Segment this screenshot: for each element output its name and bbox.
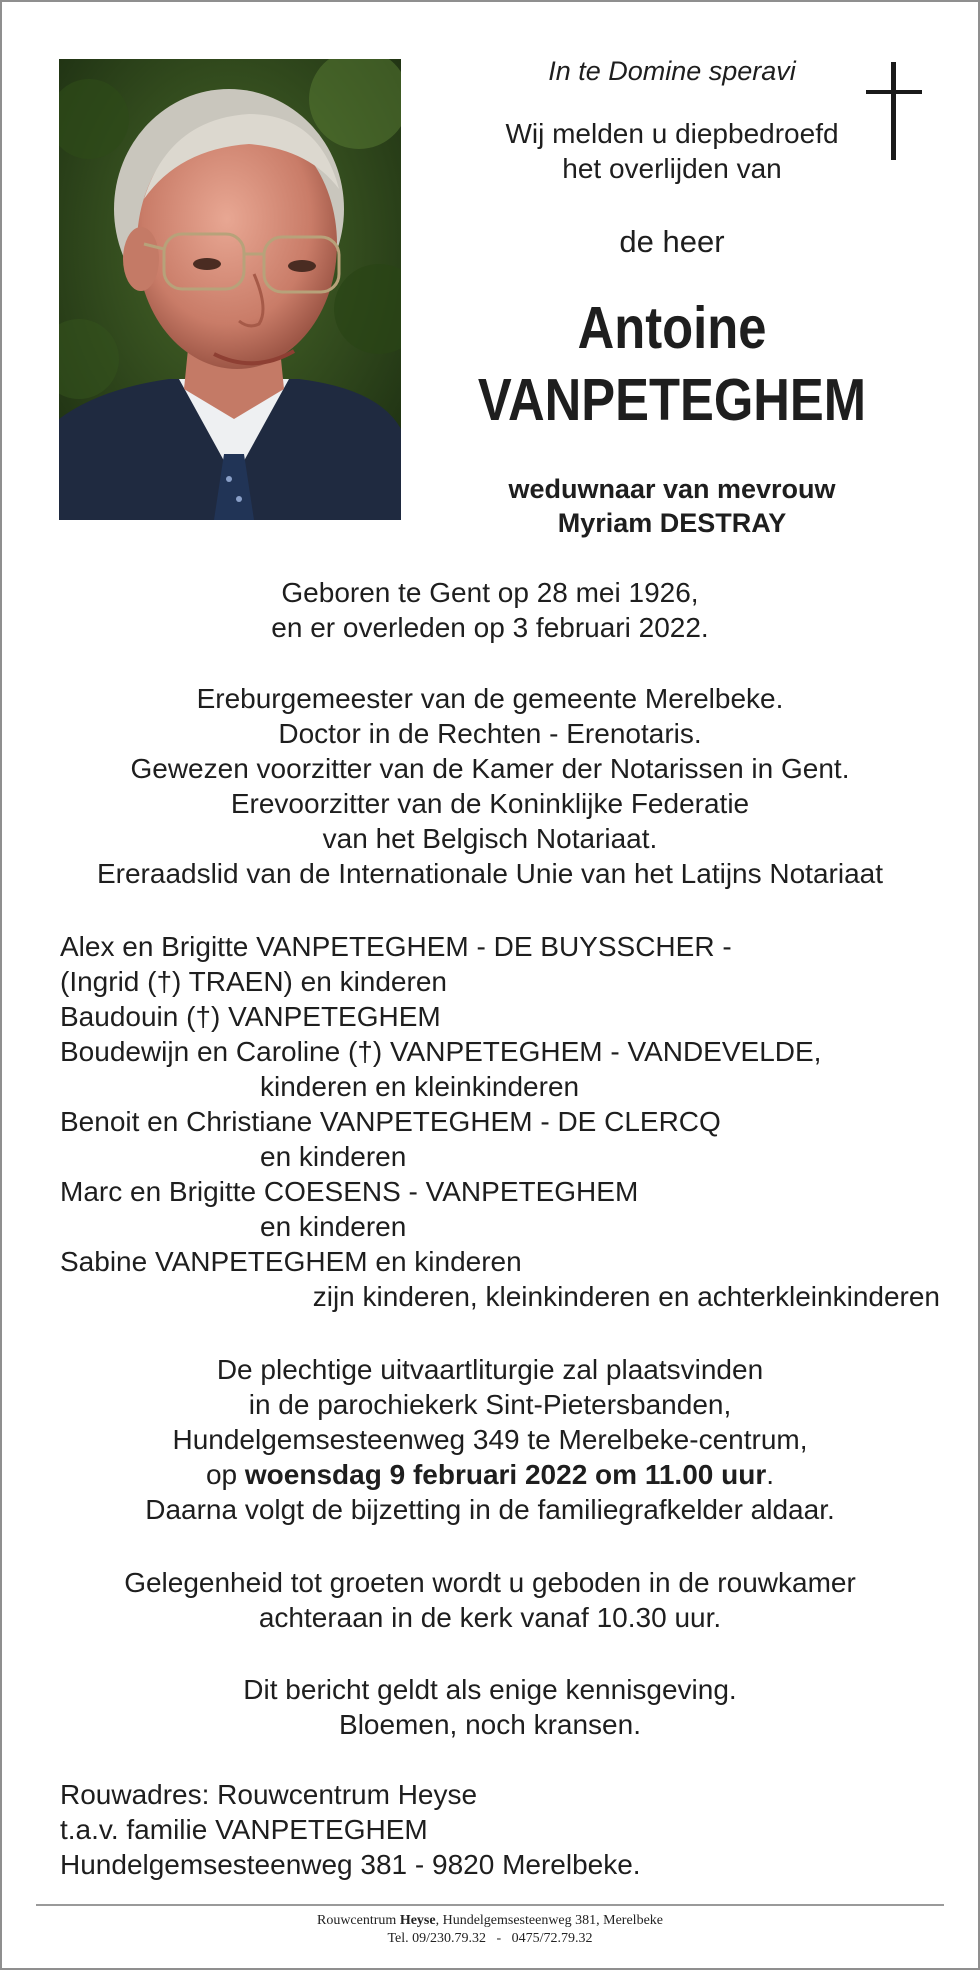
- footer-prefix: Rouwcentrum: [316, 1913, 400, 1928]
- family-line: Boudewijn en Caroline (†) VANPETEGHEM - VANDEVELDE,: [60, 1036, 822, 1067]
- intro-line: Wij melden u diepbedroefd: [505, 118, 839, 149]
- funeral-line: in de parochiekerk Sint-Pietersbanden,: [248, 1389, 732, 1420]
- title-item: Ereraadslid van de Internationale Unie van het Latijns Notariaat: [96, 858, 884, 889]
- intro-text: [432, 116, 912, 186]
- funeral-date: woensdag 9 februari 2022 om 11.00 uur: [244, 1459, 767, 1490]
- titles-list: [2, 681, 978, 891]
- greeting-line: achteraan in de kerk vanaf 10.30 uur.: [258, 1602, 722, 1633]
- footer-line: [2, 1912, 978, 1930]
- footer-phone: Tel. 09/230.79.32 - 0475/72.79.32: [387, 1931, 593, 1946]
- birth-death-info: [2, 575, 978, 645]
- greeting-info: [2, 1565, 978, 1635]
- family-line: (Ingrid (†) TRAEN) en kinderen: [60, 966, 447, 997]
- family-line: en kinderen: [260, 1141, 407, 1172]
- title-item: Erevoorzitter van de Koninklijke Federatie: [230, 788, 750, 819]
- title-item: van het Belgisch Notariaat.: [322, 823, 658, 854]
- family-line: Marc en Brigitte COESENS - VANPETEGHEM: [60, 1176, 639, 1207]
- spouse-line: weduwnaar van mevrouw: [508, 474, 836, 504]
- address-line: Hundelgemsesteenweg 381 - 9820 Merelbeke.: [60, 1849, 641, 1880]
- family-line: Sabine VANPETEGHEM en kinderen: [60, 1246, 522, 1277]
- deceased-name: [466, 292, 879, 436]
- notice-line: Bloemen, noch kransen.: [339, 1709, 641, 1740]
- notice-info: [2, 1672, 978, 1742]
- family-line: en kinderen: [260, 1211, 407, 1242]
- address-line: t.a.v. familie VANPETEGHEM: [60, 1814, 428, 1845]
- title-item: Gewezen voorzitter van de Kamer der Notarissen in Gent.: [130, 753, 850, 784]
- spouse-name: Myriam DESTRAY: [557, 508, 787, 538]
- last-name: VANPETEGHEM: [477, 367, 867, 433]
- salutation: de heer: [619, 224, 725, 259]
- family-line: zijn kinderen, kleinkinderen en achterkleinkinderen: [312, 1281, 940, 1312]
- funeral-line: De plechtige uitvaartliturgie zal plaatsvinden: [216, 1354, 764, 1385]
- motto: In te Domine speravi: [548, 56, 796, 86]
- birth-line: Geboren te Gent op 28 mei 1926,: [281, 577, 699, 608]
- family-line: Benoit en Christiane VANPETEGHEM - DE CLERCQ: [60, 1106, 721, 1137]
- title-item: Doctor in de Rechten - Erenotaris.: [278, 718, 702, 749]
- greeting-line: Gelegenheid tot groeten wordt u geboden in de rouwkamer: [124, 1567, 856, 1598]
- funeral-info: [2, 1352, 978, 1527]
- intro-line: het overlijden van: [562, 153, 782, 184]
- family-line: Baudouin (†) VANPETEGHEM: [60, 1001, 441, 1032]
- funeral-date-prefix: op: [205, 1459, 245, 1490]
- spouse-info: [432, 472, 912, 540]
- portrait-photo: [59, 59, 401, 520]
- footer-brand: Heyse: [399, 1913, 436, 1928]
- mourning-address: [60, 1777, 641, 1882]
- footer-address: , Hundelgemsesteenweg 381, Merelbeke: [435, 1913, 664, 1928]
- title-item: Ereburgemeester van de gemeente Merelbeke.: [196, 683, 784, 714]
- footer-divider: [36, 1904, 944, 1906]
- footer: [2, 1912, 978, 1948]
- funeral-date-suffix: .: [766, 1459, 775, 1490]
- family-list: [60, 929, 940, 1314]
- death-line: en er overleden op 3 februari 2022.: [271, 612, 709, 643]
- first-name: Antoine: [577, 295, 767, 361]
- funeral-date-line: [2, 1457, 978, 1492]
- funeral-line: Daarna volgt de bijzetting in de familiegrafkelder aldaar.: [145, 1494, 835, 1525]
- family-line: kinderen en kleinkinderen: [260, 1071, 580, 1102]
- address-line: Rouwadres: Rouwcentrum Heyse: [60, 1779, 478, 1810]
- funeral-line: Hundelgemsesteenweg 349 te Merelbeke-centrum,: [172, 1424, 808, 1455]
- notice-line: Dit bericht geldt als enige kennisgeving.: [243, 1674, 737, 1705]
- family-line: Alex en Brigitte VANPETEGHEM - DE BUYSSCHER -: [60, 931, 732, 962]
